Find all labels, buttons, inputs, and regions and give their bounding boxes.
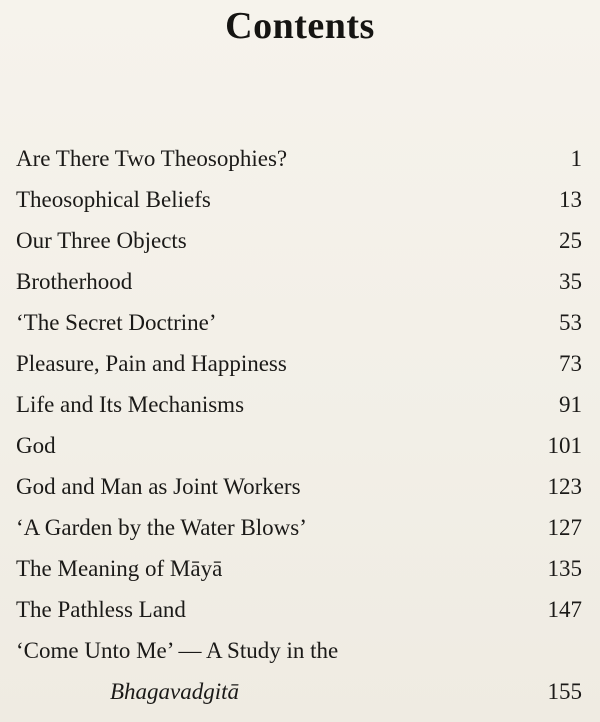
- toc-entry-page: 53: [559, 310, 582, 335]
- toc-entry-page: 35: [559, 269, 582, 294]
- toc-entry-title: God and Man as Joint Workers: [16, 474, 301, 499]
- toc-entry: [0, 591, 600, 631]
- toc-entry-title: ‘Come Unto Me’ — A Study in the: [16, 638, 339, 663]
- toc-entry: [0, 386, 600, 426]
- toc-entry: [0, 468, 600, 508]
- toc-entry-title: Are There Two Theosophies?: [16, 146, 288, 171]
- toc-entry: [0, 222, 600, 262]
- toc-entry-page: 155: [547, 679, 582, 704]
- toc-entry-title: Our Three Objects: [16, 228, 187, 253]
- toc-entry: [0, 140, 600, 180]
- toc-entry-page: 1: [570, 146, 582, 171]
- toc-entry-page: 135: [547, 556, 582, 581]
- toc-entry: [0, 509, 600, 549]
- toc-entry-page: 73: [559, 351, 582, 376]
- toc-entry-page: 123: [547, 474, 582, 499]
- toc-entry-page: 91: [559, 392, 582, 417]
- toc-entry-page: 127: [547, 515, 582, 540]
- toc-entry-title: Life and Its Mechanisms: [16, 392, 245, 417]
- toc-entry-title: Theosophical Beliefs: [16, 187, 211, 212]
- toc-entry: [0, 427, 600, 467]
- toc-entry-page: 13: [559, 187, 582, 212]
- toc-entry: [0, 632, 600, 712]
- toc-entry-title: God: [16, 433, 56, 458]
- toc-entry-title: Brotherhood: [16, 269, 133, 294]
- toc-entry-page: 147: [547, 597, 582, 622]
- toc-entry-page: 101: [547, 433, 582, 458]
- toc-entry: [0, 550, 600, 590]
- toc-entry-title: ‘A Garden by the Water Blows’: [16, 515, 307, 540]
- page-title: Contents: [225, 5, 375, 47]
- toc-entry-title: The Pathless Land: [16, 597, 186, 622]
- toc-entry: [0, 304, 600, 344]
- toc-entry: [0, 345, 600, 385]
- toc-entry-title: ‘The Secret Doctrine’: [16, 310, 217, 335]
- toc-entry-title: Pleasure, Pain and Happiness: [16, 351, 287, 376]
- toc-entry: [0, 181, 600, 221]
- toc-entry-title: The Meaning of Māyā: [16, 556, 223, 581]
- toc-entry: [0, 263, 600, 303]
- toc-entry-page: 25: [559, 228, 582, 253]
- toc-entry-title-continuation: Bhagavadgitā: [110, 679, 240, 704]
